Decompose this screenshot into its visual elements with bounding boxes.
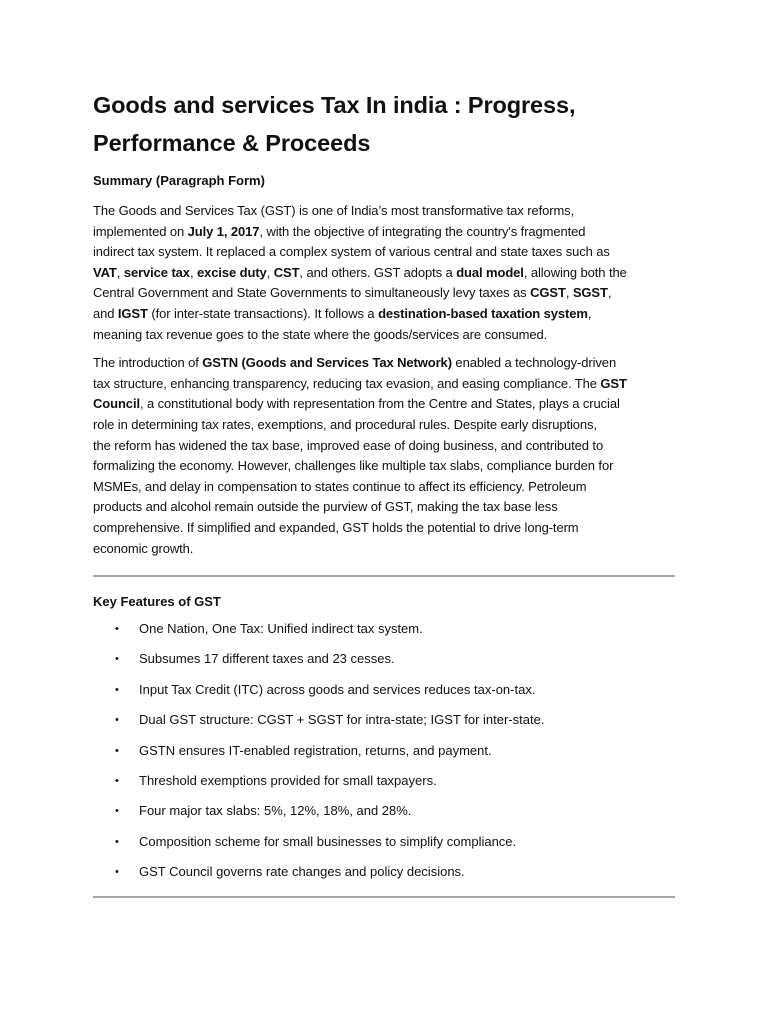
- paragraph-line: The Goods and Services Tax (GST) is one of India’s most transformative tax reforms,: [93, 203, 575, 218]
- emphasis: dual model: [456, 264, 524, 280]
- paragraph-line: the reform has widened the tax base, improved ease of doing business, and contributed to: [93, 437, 604, 453]
- bullet-icon: •: [115, 623, 119, 636]
- bullet-icon: •: [115, 683, 119, 696]
- section-divider: [93, 896, 675, 898]
- summary-paragraph-2: [93, 353, 675, 559]
- emphasis: SGST: [572, 285, 608, 301]
- emphasis: service tax: [123, 264, 190, 280]
- paragraph-line: Council, a constitutional body with representation from the Centre and States, plays a crucial: [93, 396, 620, 412]
- emphasis: destination-based taxation system: [378, 305, 588, 321]
- list-item: • GST Council governs rate changes and policy decisions.: [93, 862, 675, 892]
- list-item: • Four major tax slabs: 5%, 12%, 18%, and 28%.: [93, 801, 675, 831]
- features-list: [93, 619, 675, 893]
- list-item: • Subsumes 17 different taxes and 23 cesses.: [93, 649, 675, 679]
- emphasis: CGST: [530, 285, 566, 301]
- paragraph-line: meaning tax revenue goes to the state where the goods/services are consumed.: [93, 326, 548, 342]
- features-heading: Key Features of GST: [93, 594, 221, 610]
- paragraph-line: indirect tax system. It replaced a complex system of various central and state taxes such as: [93, 244, 610, 260]
- bullet-icon: •: [115, 775, 119, 788]
- paragraph-line: and IGST (for inter-state transactions). It follows a destination-based taxation system,: [93, 305, 592, 321]
- paragraph-line: The introduction of GSTN (Goods and Services Tax Network) enabled a technology-driven: [93, 355, 617, 371]
- bullet-icon: •: [115, 866, 119, 879]
- emphasis: CST: [273, 264, 300, 280]
- list-item: • Input Tax Credit (ITC) across goods and services reduces tax-on-tax.: [93, 680, 675, 710]
- paragraph-line: products and alcohol remain outside the purview of GST, making the tax base less: [93, 499, 558, 515]
- summary-heading: Summary (Paragraph Form): [93, 173, 265, 188]
- emphasis: excise duty: [196, 264, 267, 280]
- title-line-2: Performance & Proceeds: [93, 130, 371, 156]
- paragraph-line: formalizing the economy. However, challenges like multiple tax slabs, compliance burden for: [93, 458, 614, 474]
- list-item: • Threshold exemptions provided for small taxpayers.: [93, 771, 675, 801]
- emphasis: GSTN (Goods and Services Tax Network): [202, 355, 452, 371]
- section-divider: [93, 575, 675, 577]
- document-title: [93, 86, 675, 162]
- paragraph-line: tax structure, enhancing transparency, reducing tax evasion, and easing compliance. The GST: [93, 375, 627, 391]
- emphasis: July 1, 2017: [187, 223, 260, 239]
- bullet-icon: •: [115, 744, 119, 757]
- list-item: • GSTN ensures IT-enabled registration, returns, and payment.: [93, 741, 675, 771]
- emphasis: GST: [600, 375, 627, 391]
- emphasis: IGST: [117, 305, 148, 321]
- list-item: • Dual GST structure: CGST + SGST for intra-state; IGST for inter-state.: [93, 710, 675, 740]
- list-item: • One Nation, One Tax: Unified indirect tax system.: [93, 619, 675, 649]
- summary-paragraph-1: [93, 201, 675, 345]
- emphasis: VAT: [93, 264, 117, 280]
- paragraph-line: economic growth.: [93, 540, 194, 556]
- paragraph-line: VAT, service tax, excise duty, CST, and others. GST adopts a dual model, allowing both the: [93, 264, 627, 280]
- paragraph-line: comprehensive. If simplified and expanded, GST holds the potential to drive long-term: [93, 519, 579, 535]
- paragraph-line: role in determining tax rates, exemptions, and procedural rules. Despite early disruptions,: [93, 416, 597, 432]
- bullet-icon: •: [115, 653, 119, 666]
- bullet-icon: •: [115, 714, 119, 727]
- emphasis: Council: [93, 396, 140, 412]
- bullet-icon: •: [115, 805, 119, 818]
- bullet-icon: •: [115, 835, 119, 848]
- paragraph-line: Central Government and State Governments to simultaneously levy taxes as CGST, SGST,: [93, 285, 612, 301]
- title-line-1: Goods and services Tax In india : Progress,: [93, 92, 576, 118]
- paragraph-line: implemented on July 1, 2017, with the objective of integrating the country's fragmented: [93, 223, 586, 239]
- list-item: • Composition scheme for small businesses to simplify compliance.: [93, 832, 675, 862]
- paragraph-line: MSMEs, and delay in compensation to states continue to affect its efficiency. Petroleum: [93, 478, 587, 494]
